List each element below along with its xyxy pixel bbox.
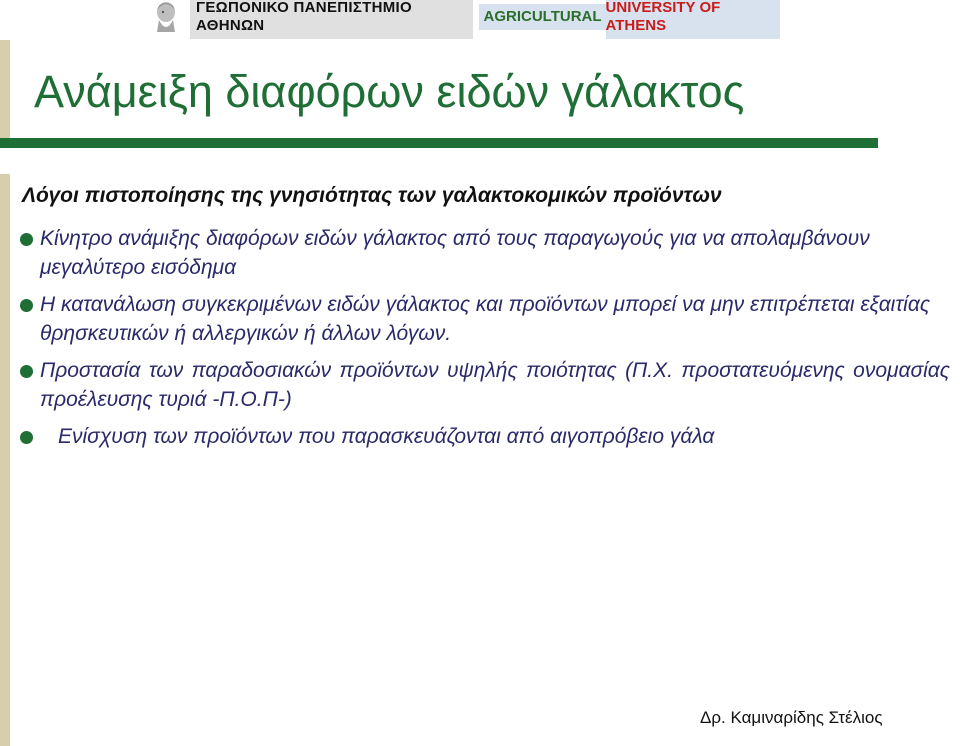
list-item: [20, 356, 950, 414]
bullet-dot-icon: [20, 431, 33, 444]
bullet-list: [20, 224, 950, 459]
athena-head-icon: [150, 0, 182, 34]
bullet-text: Προστασία των παραδοσιακών προϊόντων υψηλής ποιότητας (Π.Χ. προστατευόμενης ονομασίας προέλευσης τυριά -Π.Ο.Π-): [40, 359, 950, 411]
bullet-dot-icon: [20, 233, 33, 246]
bullet-dot-icon: [20, 365, 33, 378]
slide-title: Ανάμειξη διαφόρων ειδών γάλακτος: [34, 66, 745, 117]
title-underline-mask: [0, 148, 878, 174]
slide-subtitle: Λόγοι πιστοποίησης της γνησιότητας των γαλακτοκομικών προϊόντων: [22, 184, 722, 207]
university-name-greek: ΓΕΩΠΟΝΙΚΟ ΠΑΝΕΠΙΣΤΗΜΙΟ ΑΘΗΝΩΝ: [190, 0, 473, 39]
list-item: [20, 422, 950, 451]
list-item: [20, 224, 950, 282]
university-name-english-part1: AGRICULTURAL: [479, 4, 605, 30]
bullet-text: Ενίσχυση των προϊόντων που παρασκευάζονται από αιγοπρόβειο γάλα: [58, 425, 715, 448]
university-name-english-part2: UNIVERSITY OF ATHENS: [606, 0, 780, 39]
bullet-text: Κίνητρο ανάμιξης διαφόρων ειδών γάλακτος από τους παραγωγούς για να απολαμβάνουν μεγαλύτερο εισόδημα: [40, 227, 870, 279]
list-item: [20, 290, 950, 348]
university-banner: [150, 0, 780, 34]
bullet-text: Η κατανάλωση συγκεκριμένων ειδών γάλακτος και προϊόντων μπορεί να μην επιτρέπεται εξαιτίας θρησκευτικών ή αλλεργικών ή άλλων λόγων.: [40, 293, 931, 345]
author-footer: Δρ. Καμιναρίδης Στέλιος: [700, 708, 883, 727]
bullet-dot-icon: [20, 299, 33, 312]
